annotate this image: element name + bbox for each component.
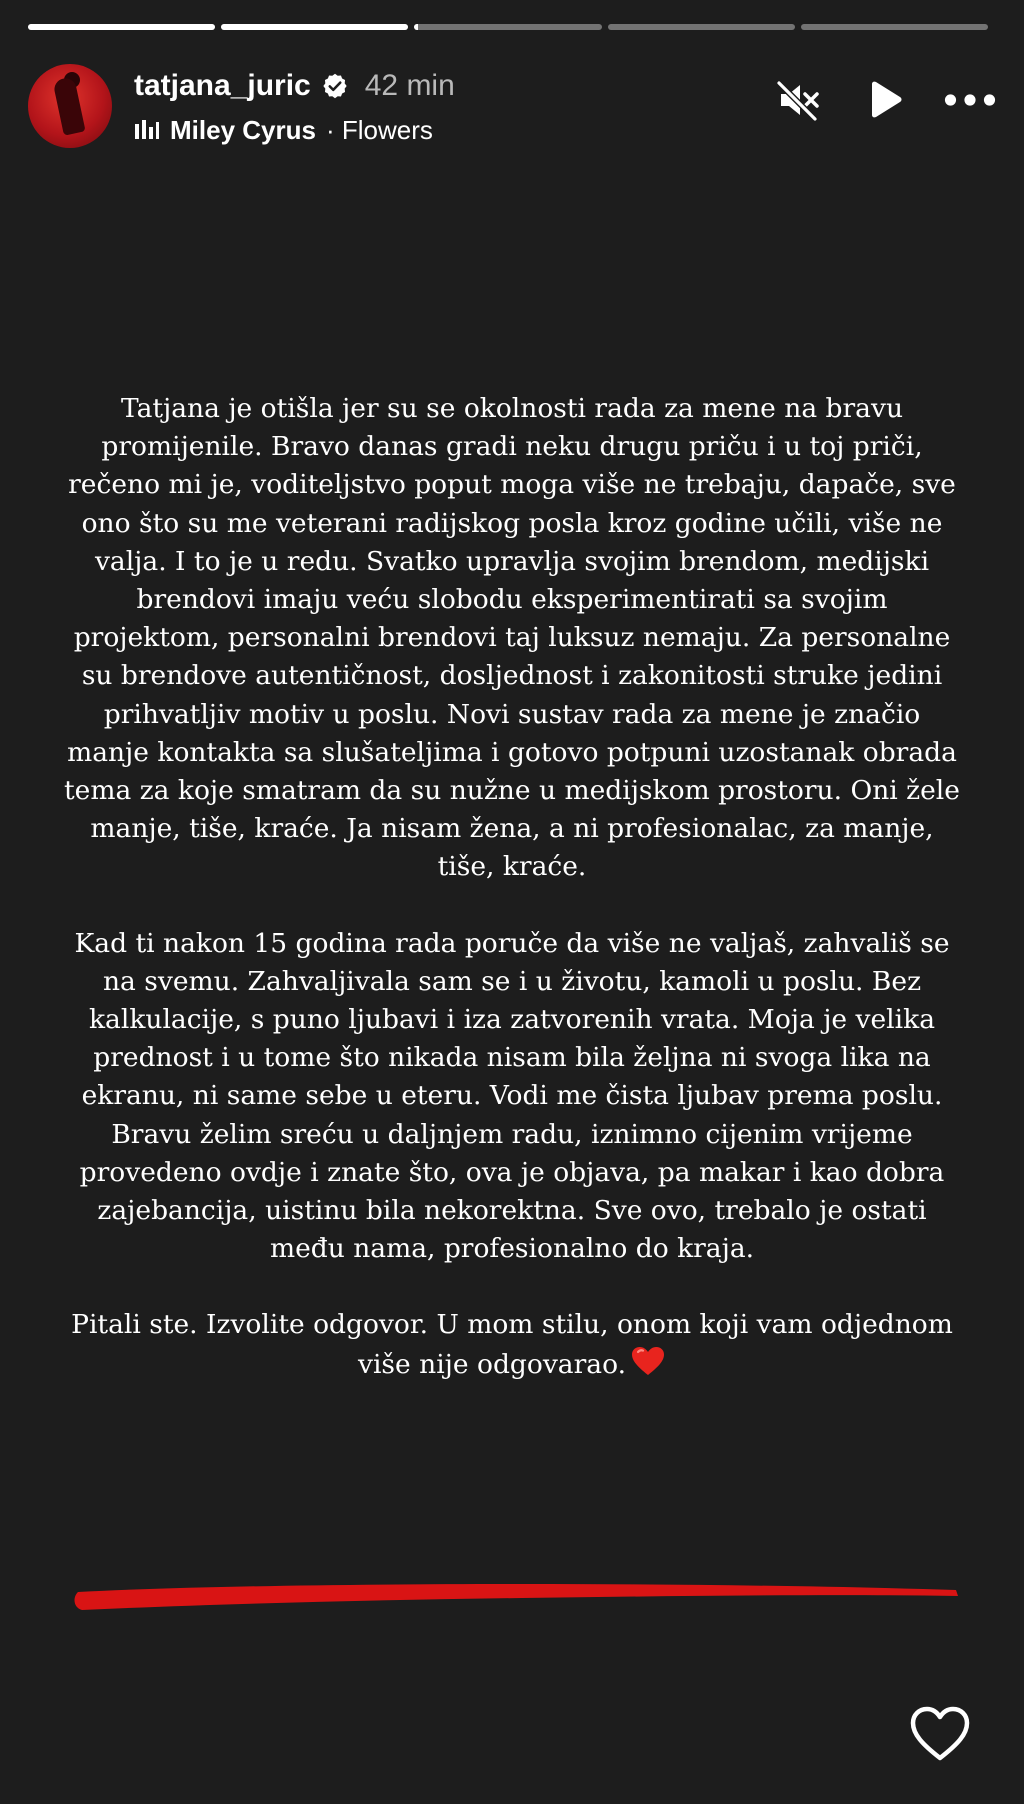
progress-segment-4 bbox=[608, 24, 795, 30]
progress-segment-2 bbox=[221, 24, 408, 30]
story-text bbox=[60, 390, 964, 1422]
play-button[interactable] bbox=[858, 74, 910, 126]
red-brush-stroke bbox=[72, 1570, 962, 1620]
verified-badge-icon bbox=[321, 72, 349, 100]
like-button[interactable] bbox=[908, 1704, 972, 1764]
music-artist: Miley Cyrus bbox=[170, 114, 316, 145]
music-bars-icon bbox=[134, 118, 160, 142]
mute-button[interactable] bbox=[772, 74, 824, 126]
speaker-muted-icon bbox=[775, 77, 821, 123]
story-header bbox=[28, 64, 996, 154]
red-heart-icon bbox=[630, 1345, 666, 1377]
story-paragraph-1: Tatjana je otišla jer su se okolnosti rada za mene na bravu promijenile. Bravo danas gradi neku drugu priču i u toj priči, rečeno mi je, voditeljstvo poput moga više ne trebaju, dapače, sve ono što su me veterani radijskog posla kroz godine učili, više ne valja. I to je u redu. Svatko upravlja svojim brendom, medijski brendovi imaju veću slobodu eksperimentirati sa svojim projektom, personalni brendovi taj luksuz nemaju. Za personalne su brendove autentičnost, dosljednost i zakonitosti struke jedini prihvatljiv motiv u poslu. Novi sustav rada za mene je značio manje kontakta sa slušateljima i gotovo potpuni uzostanak obrada tema za koje smatram da su nužne u medijskom prostoru. Oni žele manje, tiše, kraće. Ja nisam žena, a ni profesionalac, za manje, tiše, kraće. bbox=[64, 393, 960, 883]
music-separator: · bbox=[325, 114, 335, 145]
story-paragraph-3-wrap bbox=[60, 1306, 964, 1383]
progress-segment-1 bbox=[28, 24, 215, 30]
progress-segment-5 bbox=[801, 24, 988, 30]
music-attribution[interactable] bbox=[134, 110, 433, 150]
more-options-icon bbox=[944, 93, 996, 107]
more-options-button[interactable] bbox=[944, 74, 996, 126]
avatar[interactable] bbox=[28, 64, 112, 148]
heart-outline-icon bbox=[908, 1704, 972, 1764]
username[interactable]: tatjana_juric bbox=[134, 69, 311, 102]
story-paragraph-3: Pitali ste. Izvolite odgovor. U mom stilu, onom koji vam odjednom više nije odgovarao. bbox=[71, 1309, 953, 1380]
story-paragraph-2: Kad ti nakon 15 godina rada poruče da više ne valjaš, zahvališ se na svemu. Zahvaljivala sam se i u životu, kamoli u poslu. Bez kalkulacije, s puno ljubavi i iza zatvorenih vrata. Moja je velika prednost i u tome što nikada nisam bila željna ni svoga lika na ekranu, ni same sebe u eteru. Vodi me čista ljubav prema poslu. Bravu želim sreću u daljnjem radu, iznimno cijenim vrijeme provedeno ovdje i znate što, ova je objava, pa makar i kao dobra zajebancija, uistinu bila nekorektna. Sve ovo, trebalo je ostati među nama, profesionalno do kraja. bbox=[74, 927, 950, 1265]
play-icon bbox=[864, 79, 904, 121]
user-row bbox=[134, 66, 455, 106]
story-progress-bar bbox=[28, 24, 988, 30]
story-controls bbox=[772, 74, 996, 126]
progress-segment-3 bbox=[414, 24, 601, 30]
music-song: Flowers bbox=[341, 114, 433, 145]
post-time: 42 min bbox=[364, 69, 455, 102]
